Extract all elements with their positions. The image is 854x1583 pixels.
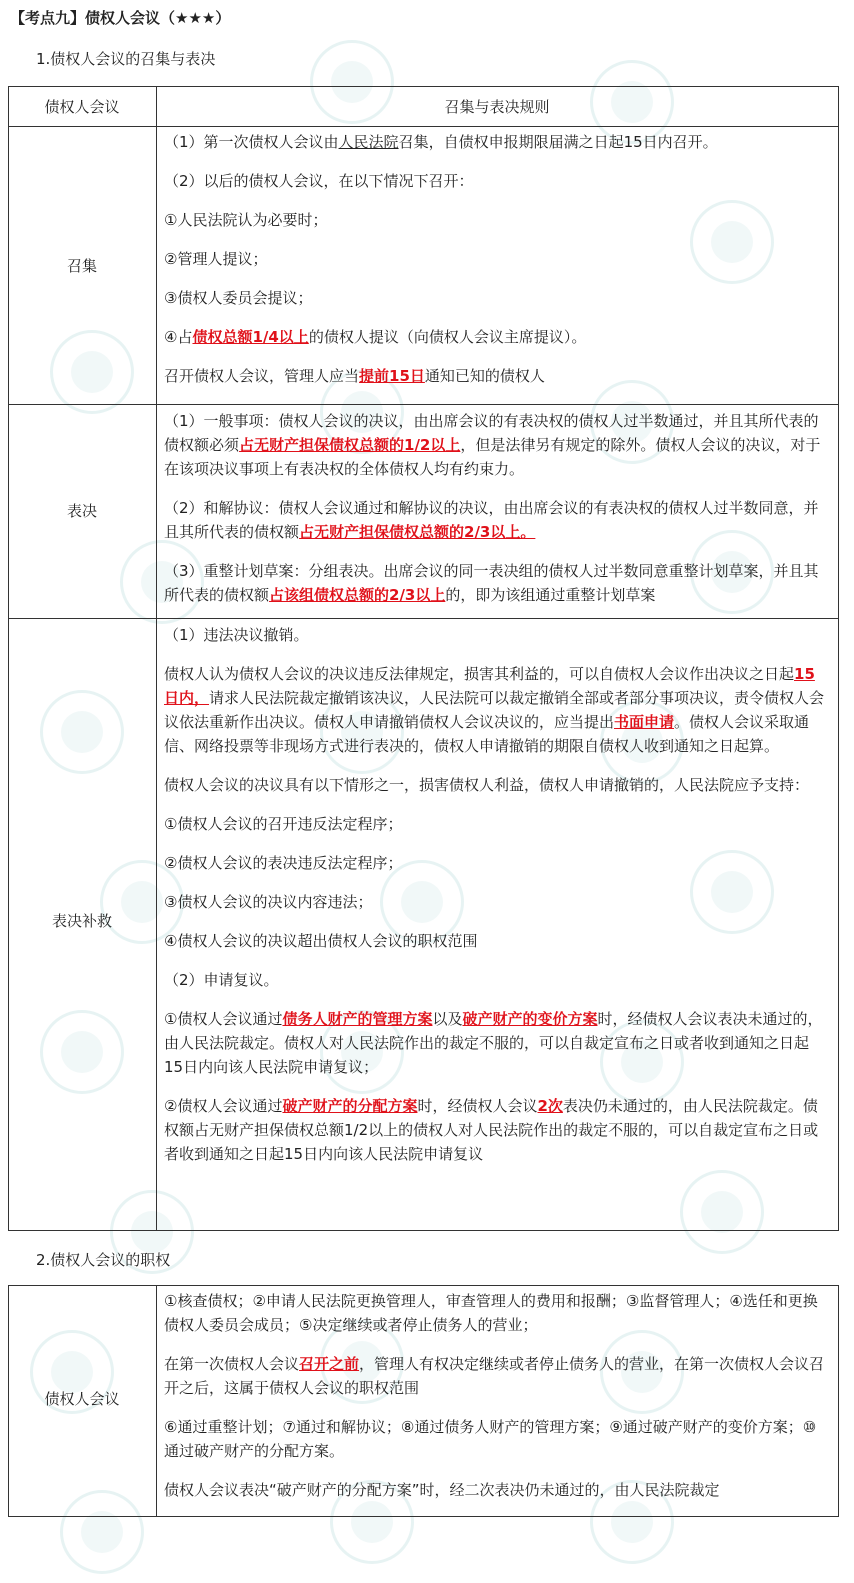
- paragraph: [164, 496, 828, 544]
- table-border: [838, 86, 839, 1231]
- paragraph: [164, 812, 828, 836]
- paragraph: [164, 169, 828, 193]
- highlighted-text: 15日内，: [164, 665, 815, 707]
- highlighted-text: 占无财产担保债权总额的2/3以上。: [299, 523, 536, 541]
- text-run: 时，经债权人会议表决未通过的，由人民法院裁定。债权人对人民法院作出的裁定不服的，可以自裁定宣布之日或者收到通知之日起15日内向该人民法院申请复议；: [164, 1010, 823, 1076]
- text-run: （1）第一次债权人会议由: [164, 133, 339, 151]
- highlighted-text: 书面申请: [614, 713, 675, 731]
- row-label-remedy: 表决补救: [51, 912, 112, 930]
- text-run: ②管理人提议；: [164, 250, 268, 268]
- text-run: ，但是法律另有规定的除外。债权人会议的决议，对于在该项决议事项上有表决权的全体债权人均有约束力。: [164, 436, 821, 478]
- paragraph: [164, 208, 828, 232]
- paragraph: [164, 409, 828, 481]
- highlighted-text: 破产财产的分配方案: [282, 1097, 418, 1115]
- paragraph: [164, 286, 828, 310]
- table-border: [8, 1230, 838, 1231]
- text-run: 通知已知的债权人: [424, 367, 545, 385]
- paragraph: [164, 662, 828, 758]
- highlighted-text: 债务人财产的管理方案: [282, 1010, 433, 1028]
- table-border: [8, 126, 838, 127]
- highlighted-text: 召开之前: [299, 1355, 360, 1373]
- paragraph: [164, 325, 828, 349]
- watermark-logo: [680, 1170, 764, 1254]
- highlighted-text: 债权总额1/4以上: [192, 328, 309, 346]
- text-run: 。债权人会议采取通信、网络投票等非现场方式进行表决的，债权人申请撤销的期限自债权人收到通知之日起算。: [164, 713, 810, 755]
- page-title: 【考点九】债权人会议（★★★）: [10, 9, 231, 27]
- powers-cell: [164, 1289, 828, 1517]
- text-run: ①债权人会议的召开违反法定程序；: [164, 815, 403, 833]
- table-border: [838, 1285, 839, 1517]
- paragraph: [164, 130, 828, 154]
- row-label-powers: 债权人会议: [44, 1390, 120, 1408]
- paragraph: [164, 929, 828, 953]
- text-run: 表决仍未通过的，由人民法院裁定。债权额占无财产担保债权总额1/2以上的债权人对人民法院作出的裁定不服的，可以自裁定宣布之日或者收到通知之日起15日内向该人民法院申请复议: [164, 1097, 819, 1163]
- text-run: 请求人民法院裁定撤销该决议，人民法院可以裁定撤销全部或者部分事项决议，责令债权人会议依法重新作出决议。债权人申请撤销债权人会议决议的，应当提出: [164, 689, 825, 731]
- text-run: 时，经债权人会议: [417, 1097, 538, 1115]
- text-run: 的债权人提议（向债权人会议主席提议）。: [308, 328, 587, 346]
- text-run: （1）一般事项：债权人会议的决议，由出席会议的有表决权的债权人过半数通过，并且其所代表的债权额必须: [164, 412, 819, 454]
- paragraph: [164, 1352, 828, 1400]
- paragraph: [164, 1415, 828, 1463]
- row-label-convene: 召集: [66, 257, 97, 275]
- row-label-vote: 表决: [66, 502, 97, 520]
- paragraph: [164, 1289, 828, 1337]
- text-run: ，管理人有权决定继续或者停止债务人的营业，在第一次债权人会议召开之后，这属于债权人会议的职权范围: [164, 1355, 825, 1397]
- rules-cell-remedy: [164, 623, 828, 1181]
- watermark-logo: [60, 1490, 144, 1574]
- text-run: 债权人认为债权人会议的决议违反法律规定，损害其利益的，可以自债权人会议作出决议之日起: [164, 665, 795, 683]
- highlighted-text: 占该组债权总额的2/3以上: [269, 586, 446, 604]
- text-run: ④债权人会议的决议超出债权人会议的职权范围: [164, 932, 478, 950]
- text-run: ②债权人会议的表决违反法定程序；: [164, 854, 403, 872]
- highlighted-text: 破产财产的变价方案: [462, 1010, 598, 1028]
- text-run: ③债权人会议的决议内容违法；: [164, 893, 373, 911]
- paragraph: [164, 559, 828, 607]
- text-run: 债权人会议表决“破产财产的分配方案”时，经二次表决仍未通过的，由人民法院裁定: [164, 1481, 720, 1499]
- paragraph: [164, 247, 828, 271]
- paragraph: [164, 968, 828, 992]
- section-heading-powers: 2.债权人会议的职权: [36, 1251, 171, 1269]
- paragraph: [164, 851, 828, 875]
- rules-cell-vote: [164, 409, 828, 622]
- table-border: [8, 1285, 838, 1286]
- paragraph: [164, 1094, 828, 1166]
- text-run: ①核查债权；②申请人民法院更换管理人，审查管理人的费用和报酬；③监督管理人；④选任和更换债权人委员会成员；⑤决定继续或者停止债务人的营业；: [164, 1292, 818, 1334]
- text-run: 以及: [432, 1010, 463, 1028]
- table-border: [156, 1285, 157, 1517]
- column-header-rules: 召集与表决规则: [444, 98, 550, 116]
- highlighted-text: 2次: [537, 1097, 563, 1115]
- text-run: 在第一次债权人会议: [164, 1355, 300, 1373]
- paragraph: [164, 364, 828, 388]
- paragraph: [164, 1478, 828, 1502]
- text-run: 召集，自债权申报期限届满之日起15日内召开。: [398, 133, 718, 151]
- text-run: ④占: [164, 328, 193, 346]
- text-run: ①债权人会议通过: [164, 1010, 283, 1028]
- paragraph: [164, 890, 828, 914]
- text-run: （1）违法决议撤销。: [164, 626, 309, 644]
- table-border: [8, 86, 838, 87]
- text-run: ③债权人委员会提议；: [164, 289, 313, 307]
- paragraph: [164, 1007, 828, 1079]
- text-run: 召开债权人会议，管理人应当: [164, 367, 360, 385]
- highlighted-text: 占无财产担保债权总额的1/2以上: [239, 436, 461, 454]
- text-run: ⑥通过重整计划；⑦通过和解协议；⑧通过债务人财产的管理方案；⑨通过破产财产的变价方案；⑩通过破产财产的分配方案。: [164, 1418, 817, 1460]
- text-run: （2）和解协议：债权人会议通过和解协议的决议，由出席会议的有表决权的债权人过半数同意，并且其所代表的债权额: [164, 499, 819, 541]
- text-run: （2）申请复议。: [164, 971, 279, 989]
- text-run: ②债权人会议通过: [164, 1097, 283, 1115]
- text-run: 的，即为该组通过重整计划草案: [445, 586, 656, 604]
- table-border: [8, 404, 838, 405]
- paragraph: [164, 773, 828, 797]
- watermark-logo: [40, 1010, 124, 1094]
- rules-cell-convene: [164, 130, 828, 403]
- watermark-logo: [40, 690, 124, 774]
- table-border: [156, 86, 157, 1231]
- text-run: 债权人会议的决议具有以下情形之一，损害债权人利益，债权人申请撤销的，人民法院应予支持：: [164, 776, 810, 794]
- underlined-text: 人民法院: [338, 133, 399, 151]
- text-run: （2）以后的债权人会议，在以下情况下召开：: [164, 172, 474, 190]
- paragraph: [164, 623, 828, 647]
- section-heading-meeting-rules: 1.债权人会议的召集与表决: [36, 50, 216, 68]
- watermark-logo: [50, 330, 134, 414]
- text-run: ①人民法院认为必要时；: [164, 211, 328, 229]
- text-run: （3）重整计划草案：分组表决。出席会议的同一表决组的债权人过半数同意重整计划草案，并且其所代表的债权额: [164, 562, 819, 604]
- highlighted-text: 提前15日: [359, 367, 425, 385]
- column-header-meeting: 债权人会议: [44, 98, 120, 116]
